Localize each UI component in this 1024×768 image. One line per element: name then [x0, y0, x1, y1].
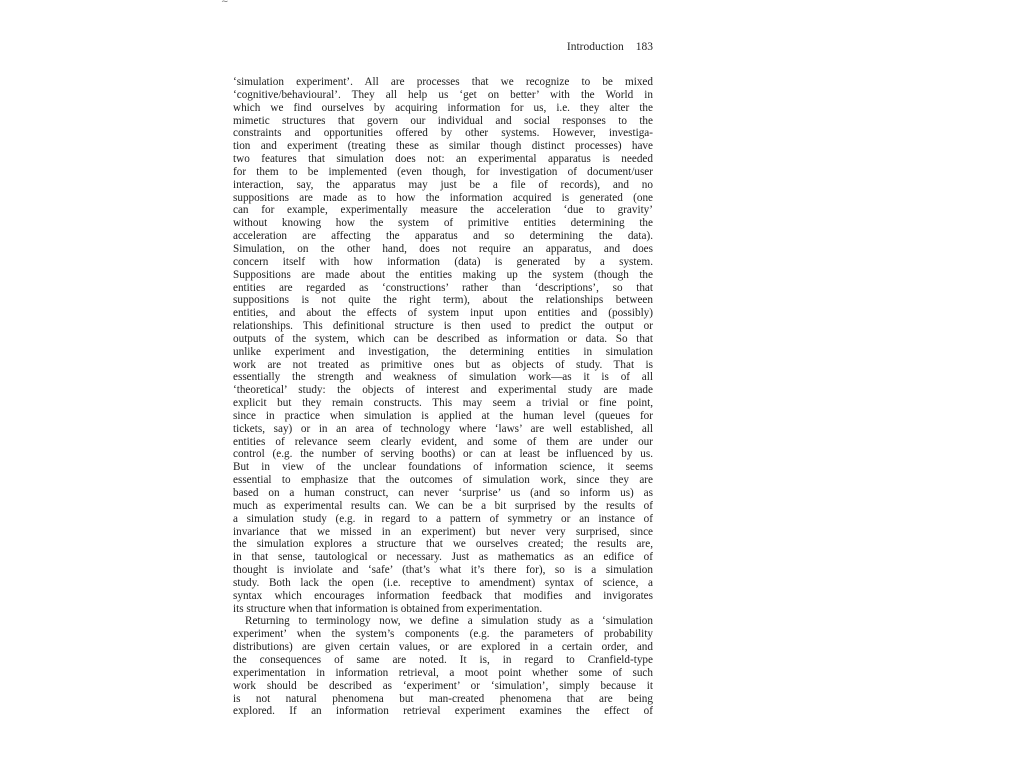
text-line: ‘cognitive/behavioural’. They all help us ‘get on better’ with the World in [233, 88, 653, 101]
text-line: its structure when that information is obtained from experimentation. [233, 602, 543, 615]
text-line: distributions) are given certain values, or are explored in a certain order, and [233, 641, 653, 654]
text-line: constraints and opportunities offered by other systems. However, investiga- [233, 127, 653, 140]
body-text [233, 76, 653, 718]
text-line: the consequences of same are noted. It is, in regard to Cranfield-type [233, 653, 653, 666]
text-line: suppositions are made as to how the information acquired is generated (one [233, 191, 653, 204]
scan-mark: ~ [221, 0, 229, 7]
text-line: work should be described as ‘experiment’ or ‘simulation’, simply because it [233, 679, 653, 692]
text-line: in that sense, tautological or necessary. Just as mathematics as an edifice of [233, 551, 653, 564]
text-line: entities, and about the effects of system input upon entities and (possibly) [233, 307, 653, 320]
text-line: without knowing how the system of primitive entities determining the [233, 217, 653, 230]
text-line: essentially the strength and weakness of simulation work—as it is of all [233, 371, 653, 384]
text-line: relationships. This definitional structure is then used to predict the output or [233, 320, 653, 333]
page-number: 183 [635, 41, 653, 53]
text-line: explicit but they remain constructs. This may seem a trivial or fine point, [233, 397, 653, 410]
text-line: suppositions is not quite the right term), about the relationships between [233, 294, 653, 307]
text-line: interaction, say, the apparatus may just be a file of records), and no [233, 178, 653, 191]
text-line: experimentation in information retrieval, a moot point whether some of such [233, 666, 653, 679]
text-line: two features that simulation does not: an experimental apparatus is needed [233, 153, 653, 166]
text-line: unlike experiment and investigation, the determining entities in simulation [233, 345, 653, 358]
text-line: Suppositions are made about the entities making up the system (though the [233, 268, 653, 281]
running-head [560, 41, 653, 53]
text-line: based on a human construct, can never ‘surprise’ us (and so inform us) as [233, 487, 653, 499]
text-line: which we find ourselves by acquiring information for us, i.e. they alter the [233, 101, 653, 114]
paragraph [233, 615, 653, 718]
text-line: entities of relevance seem clearly evident, and some of them are under our [233, 435, 653, 448]
text-line: syntax which encourages information feedback that modifies and invigorates [233, 589, 653, 602]
text-line: much as experimental results can. We can be a bit surprised by the results of [233, 499, 653, 512]
text-line: a simulation study (e.g. in regard to a pattern of symmetry or an instance of [233, 512, 653, 525]
text-line: essential to emphasize that the outcomes of simulation work, since they are [233, 474, 653, 487]
text-line: control (e.g. the number of serving booths) or can at least be influenced by us. [233, 448, 653, 461]
text-line: Returning to terminology now, we define a simulation study as a ‘simulation [245, 615, 653, 628]
text-line: since in practice when simulation is applied at the human level (queues for [233, 409, 653, 422]
text-line: can for example, experimentally measure the acceleration ‘due to gravity’ [233, 204, 653, 217]
text-line: for them to be implemented (even though, for investigation of document/user [233, 165, 653, 178]
text-line: ‘simulation experiment’. All are processes that we recognize to be mixed [233, 76, 653, 88]
text-line: tion and experiment (treating these as similar though distinct processes) have [233, 140, 653, 153]
text-line: thought is inviolate and ‘safe’ (that’s what it’s there for), so is a simulation [233, 564, 653, 577]
text-line: work are not treated as primitive ones but as objects of study. That is [233, 358, 653, 371]
paragraph [233, 76, 653, 615]
text-line: invariance that we missed in an experiment) but never very surprised, since [233, 525, 653, 538]
text-line: Simulation, on the other hand, does not require an apparatus, and does [233, 242, 653, 255]
text-line: experiment’ when the system’s components (e.g. the parameters of probability [233, 628, 653, 641]
text-line: But in view of the unclear foundations of information science, it seems [233, 461, 653, 474]
text-line: concern itself with how information (data) is generated by a system. [233, 255, 653, 268]
text-line: ‘theoretical’ study: the objects of interest and experimental study are made [233, 384, 653, 397]
text-line: study. Both lack the open (i.e. receptive to amendment) syntax of science, a [233, 576, 653, 589]
text-line: explored. If an information retrieval experiment examines the effect of [233, 705, 653, 718]
text-line: tickets, say) or in an area of technology where ‘laws’ are well established, all [233, 422, 653, 435]
text-line: the simulation explores a structure that we ourselves created; the results are, [233, 538, 653, 551]
text-line: is not natural phenomena but man-created phenomena that are being [233, 692, 653, 705]
text-line: entities are regarded as ‘constructions’ rather than ‘descriptions’, so that [233, 281, 653, 294]
running-head-section: Introduction [566, 41, 624, 53]
text-line: acceleration are affecting the apparatus and so determining the data). [233, 230, 653, 243]
text-line: mimetic structures that govern our individual and social responses to the [233, 114, 653, 127]
text-line: outputs of the system, which can be described as information or data. So that [233, 332, 653, 345]
